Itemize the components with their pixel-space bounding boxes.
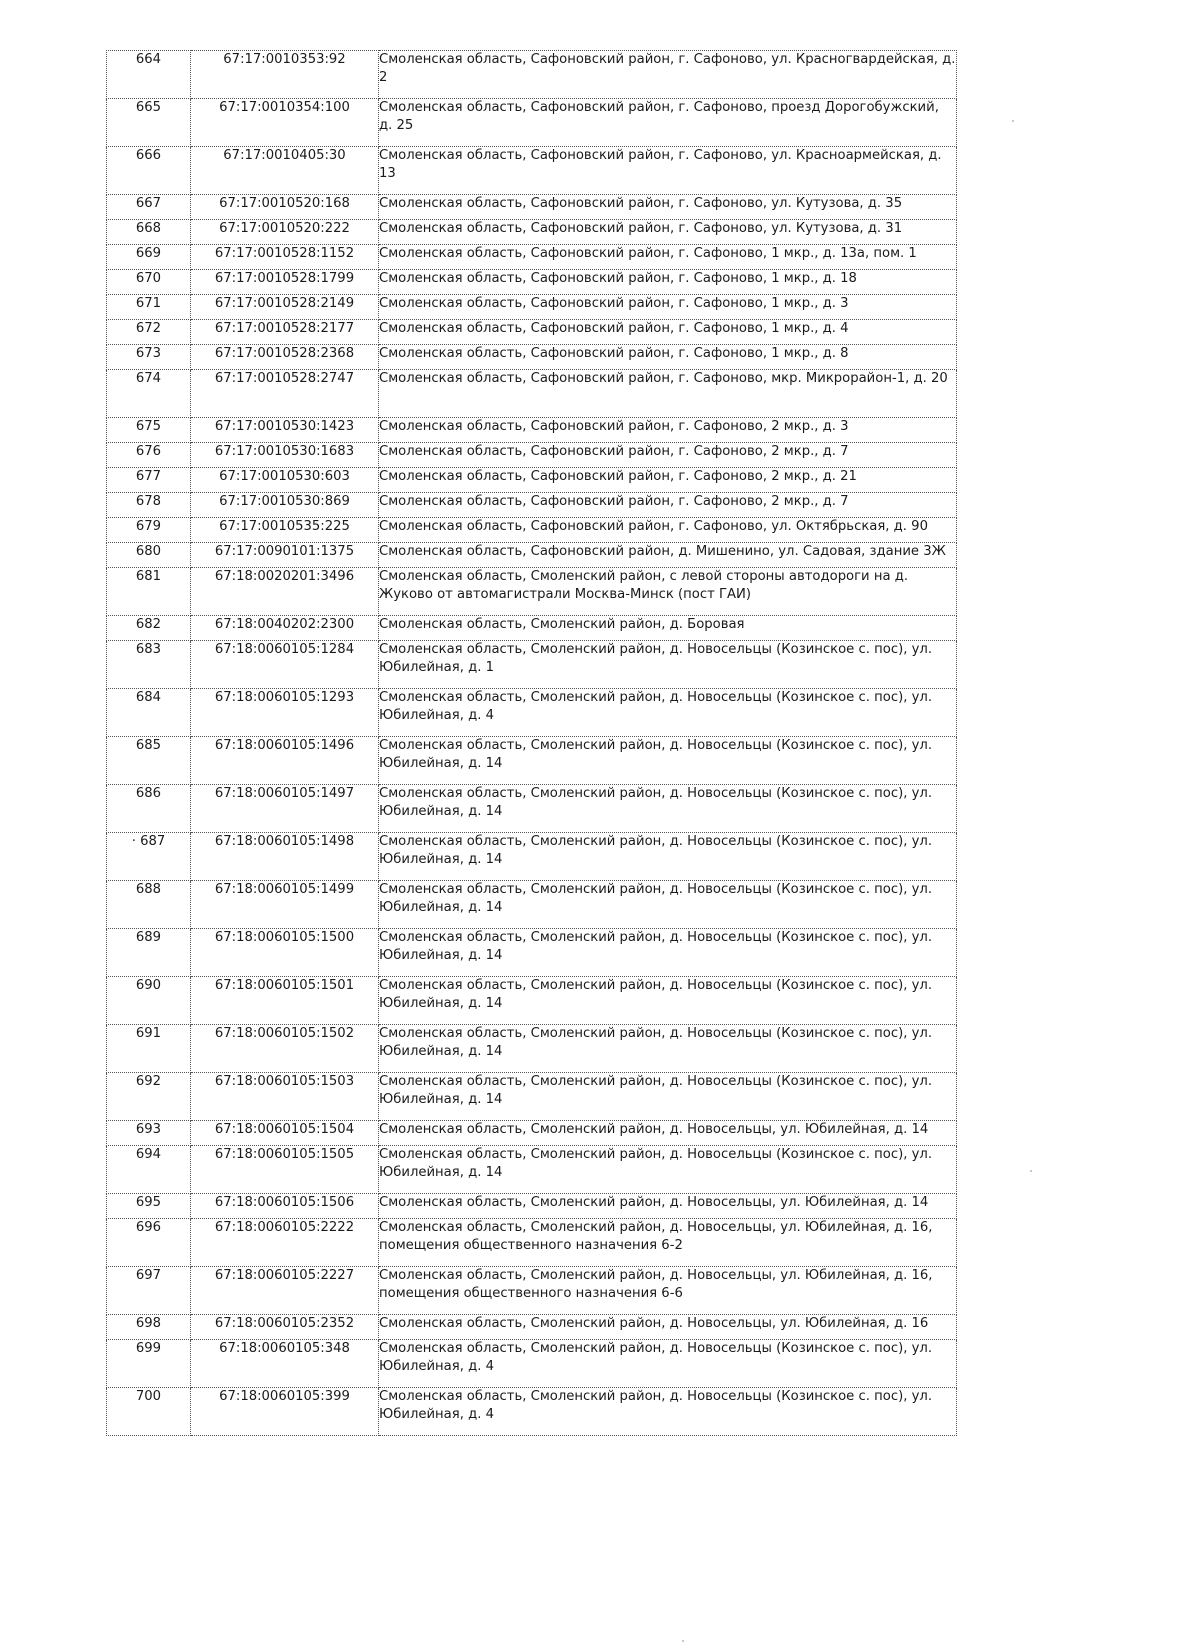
cadastral-number: 67:17:0010535:225	[191, 518, 379, 543]
address: Смоленская область, Сафоновский район, г. Сафоново, ул. Красноармейская, д. 13	[379, 147, 957, 195]
row-number: 670	[107, 270, 191, 295]
row-number: 691	[107, 1025, 191, 1073]
table-row	[107, 568, 957, 616]
cadastral-number: 67:17:0010528:2747	[191, 370, 379, 418]
table-row	[107, 220, 957, 245]
cadastral-number: 67:17:0010520:222	[191, 220, 379, 245]
cadastral-number: 67:18:0060105:2227	[191, 1267, 379, 1315]
table-row	[107, 1388, 957, 1436]
scan-speck	[682, 1640, 684, 1642]
cadastral-number: 67:17:0010530:1423	[191, 418, 379, 443]
row-number: 684	[107, 689, 191, 737]
table-row	[107, 616, 957, 641]
table-row	[107, 320, 957, 345]
row-number: 683	[107, 641, 191, 689]
row-number: 671	[107, 295, 191, 320]
cadastral-number: 67:18:0060105:1284	[191, 641, 379, 689]
cadastral-number: 67:17:0010354:100	[191, 99, 379, 147]
row-number: 689	[107, 929, 191, 977]
table-row	[107, 418, 957, 443]
address: Смоленская область, Смоленский район, д. Новосельцы, ул. Юбилейная, д. 16, помещения общественного назначения 6-6	[379, 1267, 957, 1315]
address: Смоленская область, Смоленский район, д. Новосельцы, ул. Юбилейная, д. 14	[379, 1194, 957, 1219]
cadastral-number: 67:17:0010530:1683	[191, 443, 379, 468]
table-row	[107, 1025, 957, 1073]
table-row	[107, 881, 957, 929]
row-number: 667	[107, 195, 191, 220]
cadastral-number: 67:18:0060105:1497	[191, 785, 379, 833]
address: Смоленская область, Смоленский район, д. Новосельцы, ул. Юбилейная, д. 16	[379, 1315, 957, 1340]
table-row	[107, 443, 957, 468]
table-row	[107, 147, 957, 195]
cadastral-number: 67:18:0060105:1503	[191, 1073, 379, 1121]
row-number: 695	[107, 1194, 191, 1219]
address: Смоленская область, Смоленский район, д. Новосельцы (Козинское с. пос), ул. Юбилейная, д. 14	[379, 1073, 957, 1121]
table-row	[107, 99, 957, 147]
row-number: 664	[107, 51, 191, 99]
address: Смоленская область, Смоленский район, д. Новосельцы, ул. Юбилейная, д. 14	[379, 1121, 957, 1146]
row-number: 685	[107, 737, 191, 785]
row-number: 682	[107, 616, 191, 641]
cadastral-number: 67:18:0060105:348	[191, 1340, 379, 1388]
address: Смоленская область, Смоленский район, д. Новосельцы (Козинское с. пос), ул. Юбилейная, д. 14	[379, 737, 957, 785]
address: Смоленская область, Сафоновский район, г. Сафоново, 1 мкр., д. 3	[379, 295, 957, 320]
cadastral-number: 67:18:0060105:1496	[191, 737, 379, 785]
address: Смоленская область, Сафоновский район, г. Сафоново, мкр. Микрорайон-1, д. 20	[379, 370, 957, 418]
address: Смоленская область, Сафоновский район, г. Сафоново, проезд Дорогобужский, д. 25	[379, 99, 957, 147]
address: Смоленская область, Сафоновский район, г. Сафоново, 1 мкр., д. 8	[379, 345, 957, 370]
cadastral-number: 67:18:0060105:1506	[191, 1194, 379, 1219]
row-number: 681	[107, 568, 191, 616]
address: Смоленская область, Смоленский район, д. Новосельцы (Козинское с. пос), ул. Юбилейная, д. 14	[379, 1146, 957, 1194]
cadastral-number: 67:17:0010528:1799	[191, 270, 379, 295]
row-number: 676	[107, 443, 191, 468]
table-row	[107, 977, 957, 1025]
cadastral-number: 67:17:0010528:2149	[191, 295, 379, 320]
address: Смоленская область, Смоленский район, д. Боровая	[379, 616, 957, 641]
table-row	[107, 468, 957, 493]
table-row	[107, 1121, 957, 1146]
cadastral-number: 67:17:0010530:603	[191, 468, 379, 493]
cadastral-number: 67:18:0020201:3496	[191, 568, 379, 616]
table-row	[107, 785, 957, 833]
address: Смоленская область, Смоленский район, д. Новосельцы (Козинское с. пос), ул. Юбилейная, д. 4	[379, 1340, 957, 1388]
row-number: 668	[107, 220, 191, 245]
table-row	[107, 518, 957, 543]
table-row	[107, 295, 957, 320]
cadastral-number: 67:18:0060105:2352	[191, 1315, 379, 1340]
table-row	[107, 270, 957, 295]
row-number: 700	[107, 1388, 191, 1436]
row-number: 678	[107, 493, 191, 518]
row-number: 692	[107, 1073, 191, 1121]
row-number: 666	[107, 147, 191, 195]
address: Смоленская область, Смоленский район, д. Новосельцы (Козинское с. пос), ул. Юбилейная, д. 4	[379, 1388, 957, 1436]
table-row	[107, 641, 957, 689]
row-number: 688	[107, 881, 191, 929]
address: Смоленская область, Сафоновский район, г. Сафоново, ул. Октябрьская, д. 90	[379, 518, 957, 543]
table-row	[107, 1340, 957, 1388]
row-number: 677	[107, 468, 191, 493]
cadastral-number: 67:18:0060105:399	[191, 1388, 379, 1436]
row-number: · 687	[107, 833, 191, 881]
table-row	[107, 51, 957, 99]
table-row	[107, 1219, 957, 1267]
table-row	[107, 195, 957, 220]
row-number: 675	[107, 418, 191, 443]
cadastral-number: 67:17:0010530:869	[191, 493, 379, 518]
row-number: 673	[107, 345, 191, 370]
scan-speck	[1012, 120, 1014, 122]
table-row	[107, 929, 957, 977]
cadastral-number: 67:17:0090101:1375	[191, 543, 379, 568]
cadastral-number: 67:17:0010528:2368	[191, 345, 379, 370]
row-number: 665	[107, 99, 191, 147]
table-row	[107, 833, 957, 881]
row-number: 696	[107, 1219, 191, 1267]
address: Смоленская область, Смоленский район, д. Новосельцы (Козинское с. пос), ул. Юбилейная, д. 14	[379, 1025, 957, 1073]
address: Смоленская область, Смоленский район, д. Новосельцы (Козинское с. пос), ул. Юбилейная, д. 14	[379, 977, 957, 1025]
address: Смоленская область, Смоленский район, д. Новосельцы (Козинское с. пос), ул. Юбилейная, д. 14	[379, 929, 957, 977]
address: Смоленская область, Смоленский район, д. Новосельцы (Козинское с. пос), ул. Юбилейная, д. 4	[379, 689, 957, 737]
cadastral-number: 67:18:0040202:2300	[191, 616, 379, 641]
table-row	[107, 370, 957, 418]
table-row	[107, 543, 957, 568]
row-number: 694	[107, 1146, 191, 1194]
table-row	[107, 1267, 957, 1315]
row-number: 679	[107, 518, 191, 543]
registry-table-body	[107, 51, 957, 1436]
table-row	[107, 737, 957, 785]
address: Смоленская область, Смоленский район, д. Новосельцы (Козинское с. пос), ул. Юбилейная, д. 14	[379, 881, 957, 929]
address: Смоленская область, Смоленский район, д. Новосельцы, ул. Юбилейная, д. 16, помещения общественного назначения 6-2	[379, 1219, 957, 1267]
cadastral-number: 67:17:0010520:168	[191, 195, 379, 220]
table-row	[107, 493, 957, 518]
address: Смоленская область, Сафоновский район, г. Сафоново, ул. Кутузова, д. 35	[379, 195, 957, 220]
table-row	[107, 345, 957, 370]
address: Смоленская область, Сафоновский район, г. Сафоново, 2 мкр., д. 21	[379, 468, 957, 493]
scan-speck	[1030, 1170, 1032, 1172]
address: Смоленская область, Смоленский район, д. Новосельцы (Козинское с. пос), ул. Юбилейная, д. 14	[379, 833, 957, 881]
cadastral-number: 67:18:0060105:1499	[191, 881, 379, 929]
row-number: 669	[107, 245, 191, 270]
table-row	[107, 1073, 957, 1121]
cadastral-number: 67:18:0060105:1293	[191, 689, 379, 737]
address: Смоленская область, Смоленский район, д. Новосельцы (Козинское с. пос), ул. Юбилейная, д. 1	[379, 641, 957, 689]
address: Смоленская область, Сафоновский район, г. Сафоново, 1 мкр., д. 4	[379, 320, 957, 345]
row-number: 699	[107, 1340, 191, 1388]
address: Смоленская область, Смоленский район, д. Новосельцы (Козинское с. пос), ул. Юбилейная, д. 14	[379, 785, 957, 833]
table-row	[107, 1146, 957, 1194]
address: Смоленская область, Сафоновский район, г. Сафоново, ул. Кутузова, д. 31	[379, 220, 957, 245]
address: Смоленская область, Сафоновский район, г. Сафоново, 2 мкр., д. 7	[379, 443, 957, 468]
row-number: 680	[107, 543, 191, 568]
cadastral-number: 67:18:0060105:1500	[191, 929, 379, 977]
table-row	[107, 1315, 957, 1340]
address: Смоленская область, Сафоновский район, г. Сафоново, 2 мкр., д. 3	[379, 418, 957, 443]
cadastral-number: 67:18:0060105:2222	[191, 1219, 379, 1267]
cadastral-number: 67:17:0010353:92	[191, 51, 379, 99]
address: Смоленская область, Сафоновский район, г. Сафоново, 1 мкр., д. 13а, пом. 1	[379, 245, 957, 270]
cadastral-number: 67:17:0010528:2177	[191, 320, 379, 345]
row-number: 693	[107, 1121, 191, 1146]
cadastral-number: 67:17:0010528:1152	[191, 245, 379, 270]
cadastral-number: 67:17:0010405:30	[191, 147, 379, 195]
address: Смоленская область, Сафоновский район, г. Сафоново, ул. Красногвардейская, д. 2	[379, 51, 957, 99]
table-row	[107, 245, 957, 270]
address: Смоленская область, Смоленский район, с левой стороны автодороги на д. Жуково от автомагистрали Москва-Минск (пост ГАИ)	[379, 568, 957, 616]
address: Смоленская область, Сафоновский район, д. Мишенино, ул. Садовая, здание 3Ж	[379, 543, 957, 568]
address: Смоленская область, Сафоновский район, г. Сафоново, 1 мкр., д. 18	[379, 270, 957, 295]
cadastral-number: 67:18:0060105:1498	[191, 833, 379, 881]
address: Смоленская область, Сафоновский район, г. Сафоново, 2 мкр., д. 7	[379, 493, 957, 518]
row-number: 690	[107, 977, 191, 1025]
row-number: 672	[107, 320, 191, 345]
table-row	[107, 689, 957, 737]
registry-table	[106, 50, 957, 1436]
cadastral-number: 67:18:0060105:1502	[191, 1025, 379, 1073]
row-number: 686	[107, 785, 191, 833]
cadastral-number: 67:18:0060105:1505	[191, 1146, 379, 1194]
row-number: 697	[107, 1267, 191, 1315]
cadastral-number: 67:18:0060105:1501	[191, 977, 379, 1025]
cadastral-number: 67:18:0060105:1504	[191, 1121, 379, 1146]
table-row	[107, 1194, 957, 1219]
row-number: 698	[107, 1315, 191, 1340]
row-number: 674	[107, 370, 191, 418]
